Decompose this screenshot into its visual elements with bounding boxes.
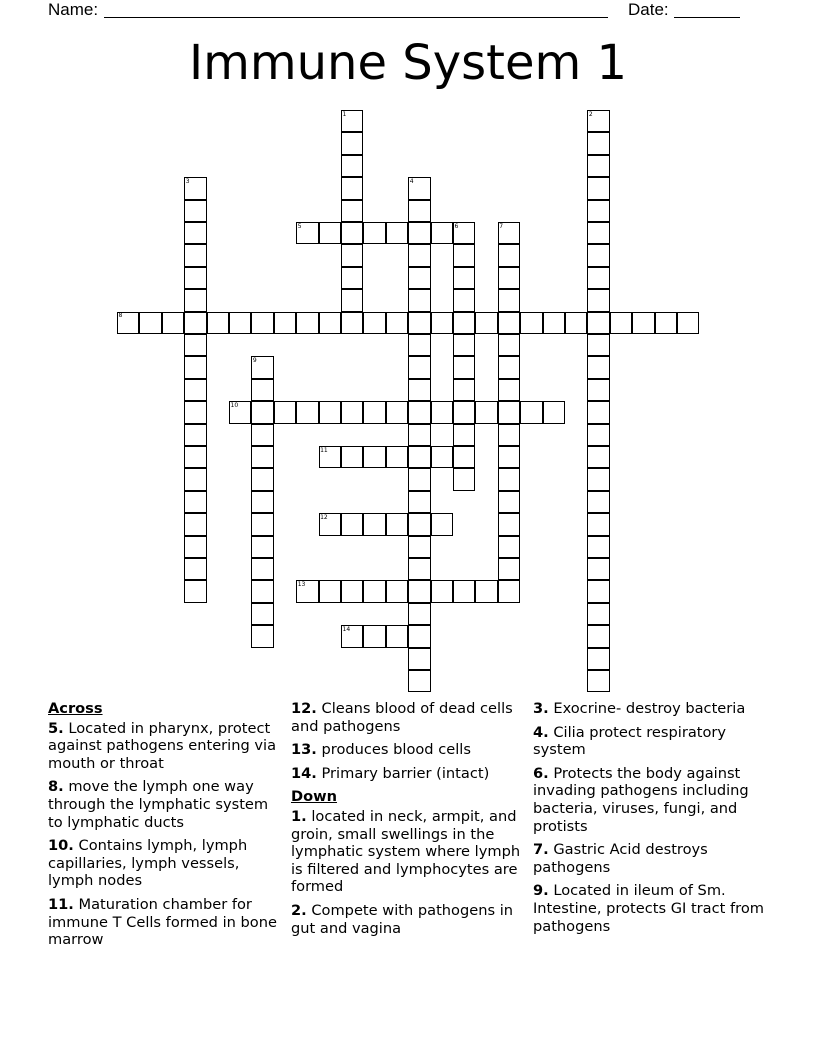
grid-cell[interactable]: [587, 491, 609, 513]
grid-cell[interactable]: [184, 312, 206, 334]
clue-text: Primary barrier (intact): [321, 764, 490, 782]
grid-cell[interactable]: [453, 446, 475, 468]
grid-cell[interactable]: [453, 334, 475, 356]
grid-cell[interactable]: [139, 312, 161, 334]
grid-cell[interactable]: [408, 289, 430, 311]
grid-cell[interactable]: [408, 625, 430, 647]
grid-cell[interactable]: [251, 491, 273, 513]
grid-cell[interactable]: [184, 356, 206, 378]
grid-cell[interactable]: [229, 312, 251, 334]
clues-column-2: [291, 700, 531, 943]
clue-item: [533, 841, 768, 876]
grid-cell[interactable]: [184, 468, 206, 490]
grid-cell[interactable]: [587, 580, 609, 602]
date-label: Date:: [628, 0, 669, 19]
grid-cell[interactable]: [319, 312, 341, 334]
clues-column-3: [533, 700, 768, 941]
grid-cell[interactable]: [386, 446, 408, 468]
cell-number: 10: [230, 401, 239, 409]
grid-cell[interactable]: [587, 424, 609, 446]
grid-cell[interactable]: [341, 312, 363, 334]
grid-cell[interactable]: [431, 312, 453, 334]
grid-cell[interactable]: [475, 580, 497, 602]
grid-cell[interactable]: [453, 289, 475, 311]
clue-text: Maturation chamber for immune T Cells formed in bone marrow: [48, 895, 277, 949]
clue-item: [291, 902, 531, 937]
grid-cell[interactable]: [251, 312, 273, 334]
grid-cell[interactable]: [341, 200, 363, 222]
cell-number: 6: [454, 222, 459, 230]
grid-cell[interactable]: [408, 267, 430, 289]
grid-cell[interactable]: [341, 155, 363, 177]
grid-cell[interactable]: [251, 424, 273, 446]
grid-cell[interactable]: [184, 491, 206, 513]
grid-cell[interactable]: [408, 379, 430, 401]
grid-cell[interactable]: [408, 200, 430, 222]
name-line[interactable]: [104, 17, 608, 18]
grid-cell[interactable]: [587, 177, 609, 199]
grid-cell[interactable]: [386, 222, 408, 244]
grid-cell[interactable]: [341, 580, 363, 602]
grid-cell[interactable]: [184, 289, 206, 311]
clue-number: 6.: [533, 764, 549, 782]
clue-item: [533, 882, 768, 935]
name-label: Name:: [48, 0, 99, 19]
puzzle-title: Immune System 1: [188, 35, 628, 91]
grid-cell[interactable]: [341, 267, 363, 289]
grid-cell[interactable]: [363, 312, 385, 334]
clue-item: [291, 700, 531, 735]
grid-cell[interactable]: [408, 334, 430, 356]
grid-cell[interactable]: [251, 379, 273, 401]
clue-item: [533, 724, 768, 759]
grid-cell[interactable]: [162, 312, 184, 334]
cell-number: 2: [588, 110, 593, 118]
clue-text: Cleans blood of dead cells and pathogens: [291, 700, 513, 735]
grid-cell[interactable]: [363, 401, 385, 423]
clue-item: [291, 808, 531, 896]
grid-cell[interactable]: [453, 468, 475, 490]
grid-cell[interactable]: [207, 312, 229, 334]
grid-cell[interactable]: [363, 222, 385, 244]
grid-cell[interactable]: [587, 289, 609, 311]
grid-cell[interactable]: [408, 536, 430, 558]
grid-cell[interactable]: [587, 222, 609, 244]
grid-cell[interactable]: [341, 401, 363, 423]
clue-text: produces blood cells: [321, 741, 471, 759]
down-heading: Down: [291, 788, 338, 806]
grid-cell[interactable]: [184, 513, 206, 535]
grid-cell[interactable]: [184, 334, 206, 356]
grid-cell[interactable]: [386, 401, 408, 423]
clue-item: [291, 765, 531, 783]
grid-cell[interactable]: [386, 513, 408, 535]
clue-text: Protects the body against invading pathogens including bacteria, viruses, fungi, and protists: [533, 764, 749, 835]
grid-cell[interactable]: [184, 424, 206, 446]
clue-text: Cilia protect respiratory system: [533, 723, 727, 759]
grid-cell[interactable]: [498, 379, 520, 401]
cell-number: 4: [409, 177, 414, 185]
grid-cell[interactable]: [184, 267, 206, 289]
grid-cell[interactable]: [341, 513, 363, 535]
grid-cell[interactable]: [587, 200, 609, 222]
cell-number: 7: [499, 222, 504, 230]
grid-cell[interactable]: [251, 401, 273, 423]
grid-cell[interactable]: [587, 468, 609, 490]
grid-cell[interactable]: [363, 513, 385, 535]
grid-cell[interactable]: [498, 446, 520, 468]
cell-number: 14: [342, 625, 351, 633]
clue-item: [533, 700, 768, 718]
clue-number: 8.: [48, 778, 64, 796]
grid-cell[interactable]: [587, 648, 609, 670]
grid-cell[interactable]: [587, 379, 609, 401]
clue-item: [48, 896, 283, 949]
clue-item: [291, 741, 531, 759]
grid-cell[interactable]: [431, 446, 453, 468]
clue-item: [48, 720, 283, 773]
cell-number: 3: [185, 177, 190, 185]
grid-cell[interactable]: [408, 401, 430, 423]
grid-cell[interactable]: [453, 379, 475, 401]
grid-cell[interactable]: [408, 648, 430, 670]
grid-cell[interactable]: [408, 491, 430, 513]
grid-cell[interactable]: [319, 580, 341, 602]
grid-cell[interactable]: [587, 536, 609, 558]
clue-number: 4.: [533, 723, 549, 741]
grid-cell[interactable]: [251, 513, 273, 535]
grid-cell[interactable]: [341, 132, 363, 154]
grid-cell[interactable]: [677, 312, 699, 334]
grid-cell[interactable]: [341, 222, 363, 244]
grid-cell[interactable]: [632, 312, 654, 334]
grid-cell[interactable]: [408, 222, 430, 244]
grid-cell[interactable]: [431, 222, 453, 244]
clue-text: Contains lymph, lymph capillaries, lymph vessels, lymph nodes: [48, 837, 248, 890]
clue-text: located in neck, armpit, and groin, small swellings in the lymphatic system where lymph is filtered and lymphocytes are formed: [291, 807, 521, 896]
grid-cell[interactable]: [587, 356, 609, 378]
grid-cell[interactable]: [251, 580, 273, 602]
grid-cell[interactable]: [408, 603, 430, 625]
clue-item: [533, 765, 768, 835]
grid-cell[interactable]: [587, 670, 609, 692]
grid-cell[interactable]: [587, 267, 609, 289]
grid-cell[interactable]: [319, 401, 341, 423]
grid-cell[interactable]: [341, 177, 363, 199]
grid-cell[interactable]: [431, 513, 453, 535]
grid-cell[interactable]: [453, 312, 475, 334]
clue-text: move the lymph one way through the lymphatic system to lymphatic ducts: [48, 778, 269, 831]
grid-cell[interactable]: [453, 356, 475, 378]
cell-number: 12: [320, 513, 328, 521]
grid-cell[interactable]: [408, 468, 430, 490]
grid-cell[interactable]: [408, 312, 430, 334]
cell-number: 5: [297, 222, 302, 230]
grid-cell[interactable]: [408, 558, 430, 580]
grid-cell[interactable]: [184, 222, 206, 244]
grid-cell[interactable]: [543, 401, 565, 423]
grid-cell[interactable]: [610, 312, 632, 334]
clue-number: 5.: [48, 719, 64, 737]
grid-cell[interactable]: [363, 446, 385, 468]
clue-text: Exocrine- destroy bacteria: [553, 700, 746, 717]
grid-cell[interactable]: [184, 446, 206, 468]
clues-column-1: [48, 700, 283, 955]
grid-cell[interactable]: [386, 312, 408, 334]
grid-cell[interactable]: [363, 580, 385, 602]
grid-cell[interactable]: [498, 312, 520, 334]
grid-cell[interactable]: [184, 401, 206, 423]
grid-cell[interactable]: [184, 580, 206, 602]
clue-number: 11.: [48, 895, 74, 913]
grid-cell[interactable]: [251, 536, 273, 558]
grid-cell[interactable]: [251, 468, 273, 490]
grid-cell[interactable]: [386, 625, 408, 647]
grid-cell[interactable]: [565, 312, 587, 334]
grid-cell[interactable]: [408, 356, 430, 378]
grid-cell[interactable]: [453, 424, 475, 446]
grid-cell[interactable]: [498, 424, 520, 446]
grid-cell[interactable]: [341, 289, 363, 311]
grid-cell[interactable]: [251, 558, 273, 580]
cell-number: 9: [252, 356, 257, 364]
grid-cell[interactable]: [319, 222, 341, 244]
grid-cell[interactable]: [251, 603, 273, 625]
grid-cell[interactable]: [498, 267, 520, 289]
grid-cell[interactable]: [587, 244, 609, 266]
grid-cell[interactable]: [587, 558, 609, 580]
grid-cell[interactable]: [475, 401, 497, 423]
grid-cell[interactable]: [498, 558, 520, 580]
grid-cell[interactable]: [408, 580, 430, 602]
grid-cell[interactable]: [543, 312, 565, 334]
grid-cell[interactable]: [184, 379, 206, 401]
grid-cell[interactable]: [184, 558, 206, 580]
grid-cell[interactable]: [251, 625, 273, 647]
grid-cell[interactable]: [408, 446, 430, 468]
grid-cell[interactable]: [274, 401, 296, 423]
clue-text: Located in pharynx, protect against pathogens entering via mouth or throat: [48, 719, 277, 772]
grid-cell[interactable]: [587, 312, 609, 334]
grid-cell[interactable]: [587, 513, 609, 535]
clue-number: 3.: [533, 700, 549, 717]
grid-cell[interactable]: [408, 513, 430, 535]
grid-cell[interactable]: [498, 491, 520, 513]
grid-cell[interactable]: [587, 132, 609, 154]
grid-cell[interactable]: [587, 334, 609, 356]
grid-cell[interactable]: [498, 356, 520, 378]
grid-cell[interactable]: [408, 424, 430, 446]
date-line[interactable]: [674, 17, 740, 18]
grid-cell[interactable]: [274, 312, 296, 334]
clue-number: 1.: [291, 807, 307, 825]
grid-cell[interactable]: [363, 625, 385, 647]
grid-cell[interactable]: [498, 244, 520, 266]
grid-cell[interactable]: [184, 244, 206, 266]
clue-text: Compete with pathogens in gut and vagina: [291, 901, 514, 937]
grid-cell[interactable]: [296, 312, 318, 334]
grid-cell[interactable]: [453, 580, 475, 602]
clue-number: 10.: [48, 837, 74, 855]
grid-cell[interactable]: [587, 446, 609, 468]
grid-cell[interactable]: [431, 580, 453, 602]
grid-cell[interactable]: [475, 312, 497, 334]
grid-cell[interactable]: [498, 580, 520, 602]
grid-cell[interactable]: [408, 244, 430, 266]
grid-cell[interactable]: [498, 468, 520, 490]
grid-cell[interactable]: [498, 289, 520, 311]
cell-number: 8: [118, 312, 123, 320]
grid-cell[interactable]: [386, 580, 408, 602]
grid-cell[interactable]: [341, 244, 363, 266]
clue-number: 9.: [533, 882, 549, 900]
grid-cell[interactable]: [296, 401, 318, 423]
across-heading: Across: [48, 700, 103, 717]
grid-cell[interactable]: [431, 401, 453, 423]
grid-cell[interactable]: [498, 401, 520, 423]
grid-cell[interactable]: [184, 536, 206, 558]
clue-number: 14.: [291, 764, 317, 782]
grid-cell[interactable]: [498, 334, 520, 356]
grid-cell[interactable]: [453, 244, 475, 266]
clue-text: Located in ileum of Sm. Intestine, protects GI tract from pathogens: [533, 882, 764, 935]
clue-text: Gastric Acid destroys pathogens: [533, 841, 708, 876]
grid-cell[interactable]: [587, 155, 609, 177]
grid-cell[interactable]: [453, 401, 475, 423]
grid-cell[interactable]: [520, 312, 542, 334]
grid-cell[interactable]: [498, 513, 520, 535]
grid-cell[interactable]: [520, 401, 542, 423]
grid-cell[interactable]: [655, 312, 677, 334]
clue-item: [48, 837, 283, 890]
clue-number: 7.: [533, 841, 549, 859]
clue-number: 2.: [291, 901, 307, 919]
grid-cell[interactable]: [184, 200, 206, 222]
cell-number: 1: [342, 110, 347, 118]
grid-cell[interactable]: [587, 625, 609, 647]
clue-number: 12.: [291, 700, 317, 717]
clue-item: [48, 778, 283, 831]
grid-cell[interactable]: [587, 401, 609, 423]
cell-number: 13: [297, 580, 306, 588]
grid-cell[interactable]: [251, 446, 273, 468]
grid-cell[interactable]: [498, 536, 520, 558]
grid-cell[interactable]: [408, 670, 430, 692]
clue-number: 13.: [291, 741, 317, 759]
cell-number: 11: [320, 446, 328, 454]
grid-cell[interactable]: [587, 603, 609, 625]
grid-cell[interactable]: [453, 267, 475, 289]
grid-cell[interactable]: [341, 446, 363, 468]
